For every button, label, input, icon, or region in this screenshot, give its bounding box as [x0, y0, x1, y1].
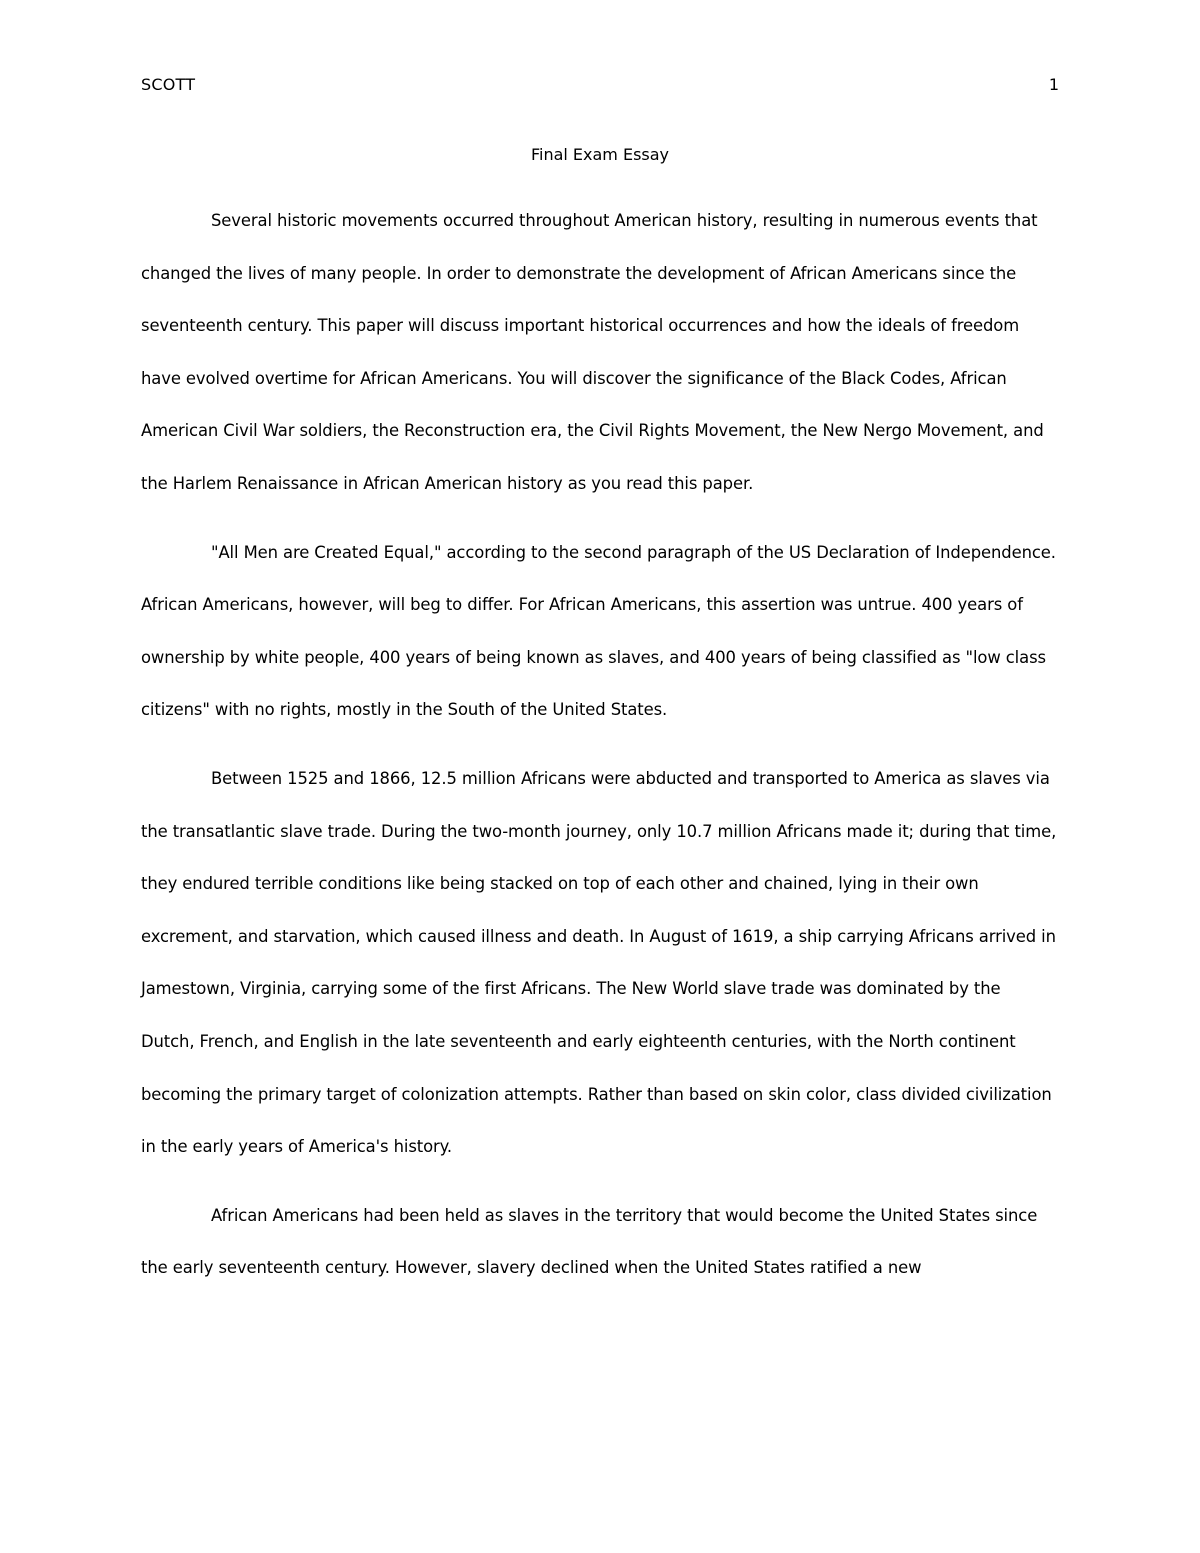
paragraph-2: "All Men are Created Equal," according to the second paragraph of the US Declaration of Independence. African Americans, however, will beg to differ. For African Americans, this assertion was untrue. 400 years of ownership by white people, 400 years of being known as slaves, and 400 years of being classified as "low class citizens" with no rights, mostly in the South of the United States.	[141, 542, 1056, 720]
essay-title: Final Exam Essay	[530, 145, 670, 164]
paragraph-3: Between 1525 and 1866, 12.5 million Africans were abducted and transported to America as slaves via the transatlantic slave trade. During the two-month journey, only 10.7 million Africans made it; during that time, they endured terrible conditions like being stacked on top of each other and chained, lying in their own excrement, and starvation, which caused illness and death. In August of 1619, a ship carrying Africans arrived in Jamestown, Virginia, carrying some of the first Africans. The New World slave trade was dominated by the Dutch, French, and English in the late seventeenth and early eighteenth centuries, with the North continent becoming the primary target of colonization attempts. Rather than based on skin color, class divided civilization in the early years of America's history.	[141, 768, 1057, 1157]
paragraph-4: African Americans had been held as slaves in the territory that would become the United States since the early seventeenth century. However, slavery declined when the United States ratified a new	[141, 1205, 1038, 1278]
page-number: 1	[1048, 75, 1059, 94]
paragraph-1: Several historic movements occurred throughout American history, resulting in numerous events that changed the lives of many people. In order to demonstrate the development of African Americans since the seventeenth century. This paper will discuss important historical occurrences and how the ideals of freedom have evolved overtime for African Americans. You will discover the significance of the Black Codes, African American Civil War soldiers, the Reconstruction era, the Civil Rights Movement, the New Nergo Movement, and the Harlem Renaissance in African American history as you read this paper.	[141, 211, 1044, 493]
essay-body	[141, 195, 1059, 1311]
running-head: SCOTT	[141, 75, 196, 94]
